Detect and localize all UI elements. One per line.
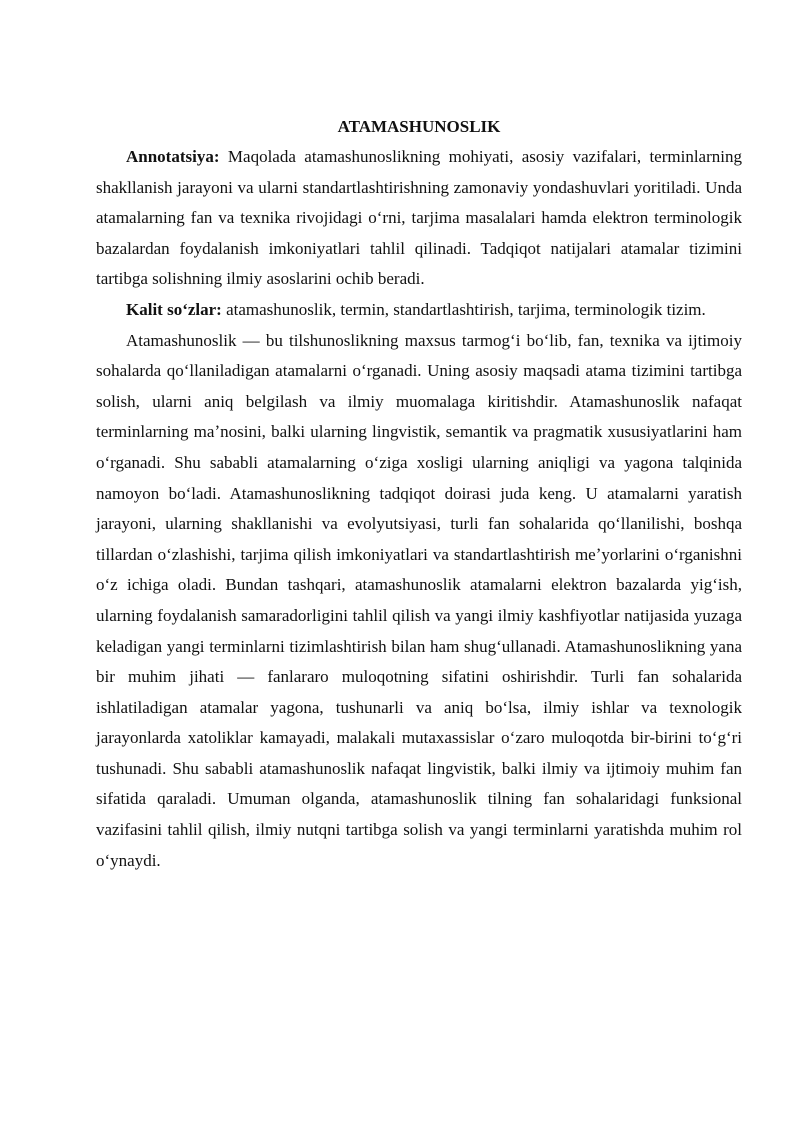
keywords-paragraph <box>96 295 742 326</box>
keywords-text: atamashunoslik, termin, standartlashtirish, tarjima, terminologik tizim. <box>221 299 706 319</box>
keywords-label: Kalit soʻzlar: <box>126 299 222 319</box>
abstract-label: Annotatsiya: <box>126 147 220 166</box>
body-paragraph: Atamashunoslik — bu tilshunoslikning maxsus tarmogʻi boʻlib, fan, texnika va ijtimoiy sohalarda qoʻllaniladigan atamalarni oʻrganadi. Uning asosiy maqsadi atama tizimini tartibga solish, ularni aniq belgilash va ilmiy muomalaga kiritishdir. Atamashunoslik nafaqat terminlarning maʼnosini, balki ularning lingvistik, semantik va pragmatik xususiyatlarini ham oʻrganadi. Shu sababli atamalarning oʻziga xosligi ularning aniqligi va yagona talqinida namoyon boʻladi. Atamashunoslikning tadqiqot doirasi juda keng. U atamalarni yaratish jarayoni, ularning shakllanishi va evolyutsiyasi, turli fan sohalarida qoʻllanilishi, boshqa tillardan oʻzlashishi, tarjima qilish imkoniyatlari va standartlashtirish meʼyorlarini oʻrganishni oʻz ichiga oladi. Bundan tashqari, atamashunoslik atamalarni elektron bazalarda yigʻish, ularning foydalanish samaradorligini tahlil qilish va yangi ilmiy kashfiyotlar natijasida yuzaga keladigan yangi terminlarni tizimlashtirish bilan ham shugʻullanadi. Atamashunoslikning yana bir muhim jihati — fanlararo muloqotning sifatini oshirishdir. Turli fan sohalarida ishlatiladigan atamalar yagona, tushunarli va aniq boʻlsa, ilmiy ishlar va texnologik jarayonlarda xatoliklar kamayadi, malakali mutaxassislar oʻzaro muloqotda bir-birini toʻgʻri tushunadi. Shu sababli atamashunoslik nafaqat lingvistik, balki ilmiy va ijtimoiy muhim fan sifatida qaraladi. Umuman olganda, atamashunoslik tilning fan sohalaridagi funksional vazifasini tahlil qilish, ilmiy nutqni tartibga solish va yangi terminlarni yaratishda muhim rol oʻynaydi. <box>96 330 742 870</box>
abstract-text: Maqolada atamashunoslikning mohiyati, asosiy vazifalari, terminlarning shakllanish jarayoni va ularni standartlashtirishning zamonaviy yondashuvlari yoritiladi. Unda atamalarning fan va texnika rivojidagi oʻrni, tarjima masalalari hamda elektron terminologik bazalardan foydalanish imkoniyatlari tahlil qilinadi. Tadqiqot natijalari atamalar tizimini tartibga solishning ilmiy asoslarini ochib beradi. <box>96 147 742 289</box>
document-page <box>96 112 742 876</box>
abstract-paragraph <box>96 142 742 295</box>
document-title: ATAMASHUNOSLIK <box>337 117 501 136</box>
